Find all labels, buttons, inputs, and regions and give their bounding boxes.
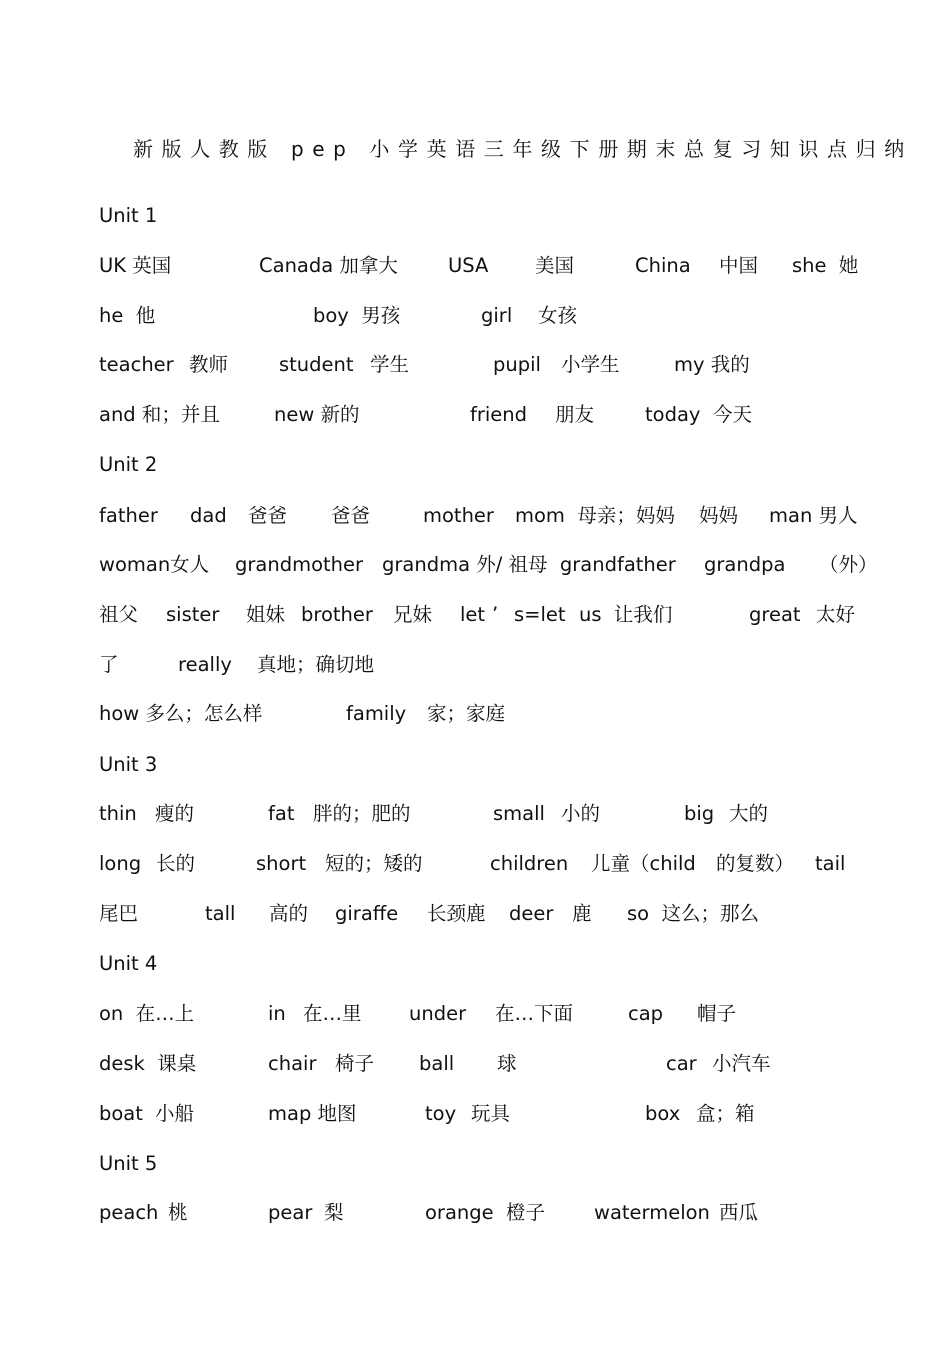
vocabulary-entry: car <box>666 1052 697 1075</box>
vocabulary-entry: Unit 1 <box>99 204 158 227</box>
vocabulary-entry: grandma 外/ 祖母 grandfather <box>382 553 676 576</box>
vocabulary-entry: 今天 <box>713 403 753 426</box>
vocabulary-entry: UK 英国 <box>99 254 172 277</box>
vocabulary-entry: orange <box>425 1201 494 1224</box>
vocabulary-entry: 盒；箱 <box>696 1102 755 1125</box>
vocabulary-entry: 学生 <box>370 353 410 376</box>
vocabulary-entry: 长颈鹿 <box>427 902 486 925</box>
vocabulary-entry: children <box>490 852 569 875</box>
vocabulary-entry: my 我的 <box>674 353 750 376</box>
vocabulary-entry: Canada 加拿大 <box>259 254 398 277</box>
vocabulary-entry: fat <box>268 802 295 825</box>
vocabulary-entry: friend <box>470 403 528 426</box>
vocabulary-entry: he 他 <box>99 304 156 327</box>
vocabulary-entry: 椅子 <box>335 1052 375 1075</box>
vocabulary-entry: us 让我们 <box>579 603 673 626</box>
vocabulary-entry: （外） <box>819 553 878 576</box>
vocabulary-entry: man 男人 <box>769 504 858 527</box>
vocabulary-entry: 了 <box>99 653 119 676</box>
vocabulary-entry: 姐妹 <box>246 603 286 626</box>
vocabulary-entry: small <box>493 802 545 825</box>
vocabulary-entry: 瘦的 <box>155 802 195 825</box>
vocabulary-entry: new 新的 <box>274 403 360 426</box>
vocabulary-entry: 兄妹 <box>393 603 433 626</box>
vocabulary-entry: grandpa <box>704 553 786 576</box>
vocabulary-entry: big <box>684 802 715 825</box>
vocabulary-entry: map 地图 <box>268 1102 357 1125</box>
vocabulary-entry: 玩具 <box>471 1102 511 1125</box>
vocabulary-entry: sister <box>166 603 220 626</box>
vocabulary-entry: 中国 <box>719 254 759 277</box>
vocabulary-entry: let <box>460 603 486 626</box>
vocabulary-entry: 朋友 <box>555 403 595 426</box>
vocabulary-entry: 美国 <box>535 254 575 277</box>
vocabulary-entry: father <box>99 504 158 527</box>
vocabulary-entry: today <box>645 403 701 426</box>
vocabulary-entry: deer <box>509 902 554 925</box>
vocabulary-entry: 胖的；肥的 <box>313 802 411 825</box>
vocabulary-entry: family <box>346 702 407 725</box>
vocabulary-entry: pupil <box>493 353 541 376</box>
vocabulary-entry: on 在…上 <box>99 1002 195 1025</box>
vocabulary-entry: girl <box>481 304 513 327</box>
vocabulary-entry: thin <box>99 802 137 825</box>
vocabulary-entry: 桃 <box>168 1201 188 1224</box>
vocabulary-entry: 的复数） <box>716 852 795 875</box>
vocabulary-entry: pear <box>268 1201 313 1224</box>
vocabulary-entry: 爸爸 <box>331 504 371 527</box>
vocabulary-entry: so 这么；那么 <box>627 902 759 925</box>
vocabulary-entry: chair <box>268 1052 317 1075</box>
vocabulary-entry: ’ <box>492 603 499 626</box>
vocabulary-entry: she 她 <box>792 254 859 277</box>
vocabulary-entry: how 多么；怎么样 <box>99 702 263 725</box>
vocabulary-entry: 鹿 <box>572 902 592 925</box>
vocabulary-entry: USA <box>448 254 489 277</box>
vocabulary-entry: teacher <box>99 353 174 376</box>
vocabulary-entry: student <box>279 353 354 376</box>
vocabulary-entry: 高的 <box>269 902 309 925</box>
vocabulary-entry: 短的；矮的 <box>325 852 423 875</box>
vocabulary-entry: 教师 <box>189 353 229 376</box>
vocabulary-entry: toy <box>425 1102 457 1125</box>
vocabulary-entry: peach <box>99 1201 159 1224</box>
vocabulary-entry: 在…下面 <box>495 1002 574 1025</box>
vocabulary-entry: Unit 5 <box>99 1152 158 1175</box>
vocabulary-entry: ball <box>419 1052 455 1075</box>
document-title: 新版人教版 pep 小学英语三年级下册期末总复习知识点归纳 <box>133 137 913 161</box>
vocabulary-entry: China <box>635 254 691 277</box>
vocabulary-entry: 帽子 <box>697 1002 737 1025</box>
vocabulary-entry: mom 母亲；妈妈 <box>515 504 675 527</box>
vocabulary-entry: 爸爸 <box>248 504 288 527</box>
vocabulary-entry: 球 <box>497 1052 517 1075</box>
vocabulary-entry: 长的 <box>156 852 196 875</box>
vocabulary-entry: 小汽车 <box>712 1052 771 1075</box>
vocabulary-entry: giraffe <box>335 902 399 925</box>
vocabulary-entry: under <box>409 1002 467 1025</box>
vocabulary-entry: Unit 2 <box>99 453 158 476</box>
vocabulary-entry: watermelon <box>594 1201 710 1224</box>
vocabulary-entry: 小学生 <box>561 353 620 376</box>
vocabulary-entry: in <box>268 1002 286 1025</box>
vocabulary-entry: 小的 <box>561 802 601 825</box>
vocabulary-entry: 太好 <box>816 603 856 626</box>
vocabulary-entry: really <box>178 653 232 676</box>
vocabulary-entry: desk 课桌 <box>99 1052 197 1075</box>
vocabulary-entry: 尾巴 <box>99 902 139 925</box>
vocabulary-entry: 在…里 <box>303 1002 362 1025</box>
vocabulary-entry: long <box>99 852 142 875</box>
vocabulary-entry: dad <box>190 504 227 527</box>
vocabulary-entry: box <box>645 1102 681 1125</box>
vocabulary-entry: 西瓜 <box>719 1201 759 1224</box>
vocabulary-entry: tall <box>205 902 236 925</box>
vocabulary-entry: 橙子 <box>506 1201 546 1224</box>
vocabulary-entry: and 和；并且 <box>99 403 220 426</box>
vocabulary-entry: 真地；确切地 <box>257 653 375 676</box>
vocabulary-entry: mother <box>423 504 494 527</box>
vocabulary-entry: s=let <box>514 603 566 626</box>
vocabulary-entry: Unit 4 <box>99 952 158 975</box>
vocabulary-entry: great <box>749 603 801 626</box>
vocabulary-entry: brother <box>301 603 373 626</box>
vocabulary-entry: 大的 <box>729 802 769 825</box>
vocabulary-entry: 家；家庭 <box>427 702 506 725</box>
vocabulary-entry: 小船 <box>155 1102 195 1125</box>
vocabulary-entry: tail <box>815 852 846 875</box>
vocabulary-entry: boy 男孩 <box>313 304 401 327</box>
vocabulary-entry: short <box>256 852 307 875</box>
vocabulary-entry: 祖父 <box>99 603 139 626</box>
vocabulary-entry: woman女人 <box>99 553 210 576</box>
vocabulary-entry: grandmother <box>235 553 364 576</box>
vocabulary-entry: 梨 <box>324 1201 344 1224</box>
vocabulary-entry: 妈妈 <box>699 504 739 527</box>
vocabulary-entry: cap <box>628 1002 664 1025</box>
vocabulary-entry: boat <box>99 1102 143 1125</box>
vocabulary-entry: Unit 3 <box>99 753 158 776</box>
vocabulary-entry: 儿童（child <box>591 852 696 875</box>
vocabulary-entry: 女孩 <box>538 304 578 327</box>
